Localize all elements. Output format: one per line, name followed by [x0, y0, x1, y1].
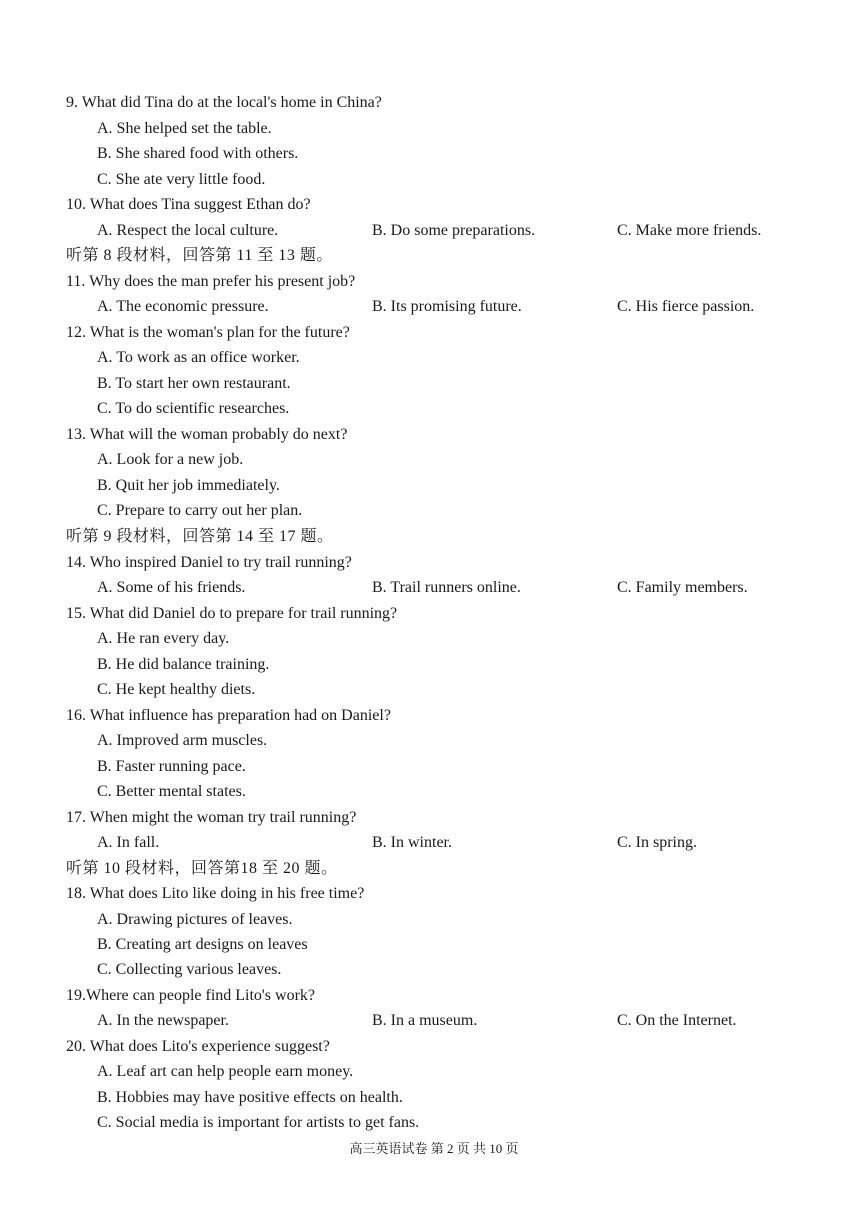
question-11-option-a: A. The economic pressure.	[97, 298, 269, 315]
question-13-option-b: B. Quit her job immediately.	[97, 477, 280, 494]
question-16: 16. What influence has preparation had on Daniel?	[66, 707, 391, 724]
question-19-option-c: C. On the Internet.	[617, 1012, 737, 1029]
question-18: 18. What does Lito like doing in his free time?	[66, 885, 365, 902]
question-14-option-c: C. Family members.	[617, 579, 748, 596]
question-17-option-b: B. In winter.	[372, 834, 452, 851]
question-10-option-c: C. Make more friends.	[617, 222, 762, 239]
question-11: 11. Why does the man prefer his present job?	[66, 273, 356, 290]
question-16-option-b: B. Faster running pace.	[97, 758, 246, 775]
question-10-option-b: B. Do some preparations.	[372, 222, 536, 239]
question-17: 17. When might the woman try trail running?	[66, 809, 357, 826]
question-15-option-b: B. He did balance training.	[97, 656, 270, 673]
question-20-option-c: C. Social media is important for artists to get fans.	[97, 1114, 420, 1131]
question-14: 14. Who inspired Daniel to try trail running?	[66, 554, 352, 571]
question-16-option-a: A. Improved arm muscles.	[97, 732, 268, 749]
question-16-option-c: C. Better mental states.	[97, 783, 246, 800]
question-15-option-c: C. He kept healthy diets.	[97, 681, 256, 698]
question-10-option-a: A. Respect the local culture.	[97, 222, 279, 239]
question-13-option-c: C. Prepare to carry out her plan.	[97, 502, 303, 519]
question-12-option-b: B. To start her own restaurant.	[97, 375, 291, 392]
question-12-option-a: A. To work as an office worker.	[97, 349, 300, 366]
question-12: 12. What is the woman's plan for the future?	[66, 324, 350, 341]
question-9-option-b: B. She shared food with others.	[97, 145, 299, 162]
question-9-option-a: A. She helped set the table.	[97, 120, 272, 137]
section-10-instruction: 听第 10 段材料，回答第18 至 20 题。	[66, 860, 338, 877]
question-9: 9. What did Tina do at the local's home in China?	[66, 94, 382, 111]
question-11-option-b: B. Its promising future.	[372, 298, 522, 315]
question-13: 13. What will the woman probably do next?	[66, 426, 348, 443]
question-19-option-b: B. In a museum.	[372, 1012, 478, 1029]
question-17-option-c: C. In spring.	[617, 834, 697, 851]
question-20-option-a: A. Leaf art can help people earn money.	[97, 1063, 354, 1080]
question-14-option-b: B. Trail runners online.	[372, 579, 521, 596]
question-10: 10. What does Tina suggest Ethan do?	[66, 196, 311, 213]
question-9-option-c: C. She ate very little food.	[97, 171, 266, 188]
question-18-option-c: C. Collecting various leaves.	[97, 961, 282, 978]
question-12-option-c: C. To do scientific researches.	[97, 400, 290, 417]
question-18-option-b: B. Creating art designs on leaves	[97, 936, 308, 953]
question-15-option-a: A. He ran every day.	[97, 630, 230, 647]
page-footer: 高三英语试卷 第 2 页 共 10 页	[349, 1141, 519, 1156]
question-11-option-c: C. His fierce passion.	[617, 298, 755, 315]
question-20-option-b: B. Hobbies may have positive effects on health.	[97, 1089, 403, 1106]
section-8-instruction: 听第 8 段材料，回答第 11 至 13 题。	[66, 247, 333, 264]
question-15: 15. What did Daniel do to prepare for trail running?	[66, 605, 398, 622]
question-18-option-a: A. Drawing pictures of leaves.	[97, 911, 293, 928]
question-19-option-a: A. In the newspaper.	[97, 1012, 229, 1029]
question-17-option-a: A. In fall.	[97, 834, 160, 851]
question-13-option-a: A. Look for a new job.	[97, 451, 244, 468]
question-14-option-a: A. Some of his friends.	[97, 579, 246, 596]
section-9-instruction: 听第 9 段材料，回答第 14 至 17 题。	[66, 528, 334, 545]
question-20: 20. What does Lito's experience suggest?	[66, 1038, 330, 1055]
question-19: 19.Where can people find Lito's work?	[66, 987, 316, 1004]
